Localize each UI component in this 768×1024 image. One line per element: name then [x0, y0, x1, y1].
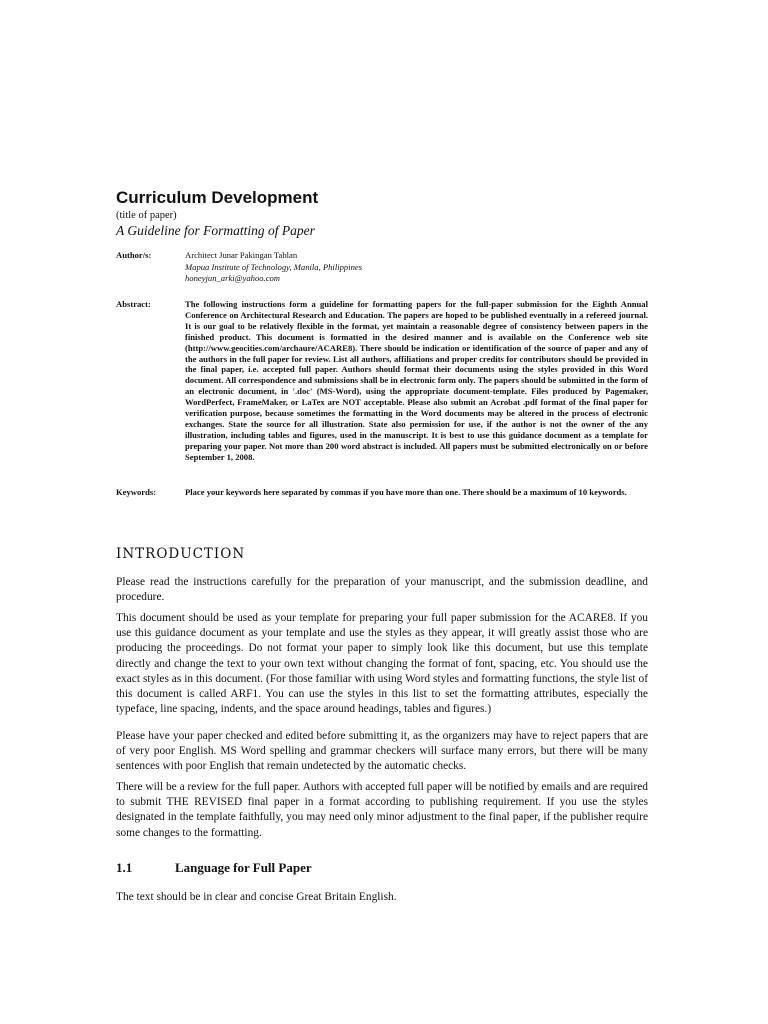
- author-name: Architect Junar Pakingan Tablan: [185, 250, 298, 260]
- keywords-label: Keywords:: [116, 487, 157, 497]
- authors-label: Author/s:: [116, 250, 152, 260]
- title-note: (title of paper): [116, 210, 177, 221]
- intro-paragraph-1: Please read the instructions carefully for the preparation of your manuscript, and the submission deadline, and procedure.: [116, 576, 648, 604]
- paper-subtitle: A Guideline for Formatting of Paper: [116, 223, 315, 238]
- paper-title: Curriculum Development: [116, 188, 319, 207]
- author-affiliation: Mapua Institute of Technology, Manila, Philippines: [185, 261, 363, 272]
- subsection-title: Language for Full Paper: [175, 860, 312, 875]
- author-email[interactable]: honeyjun_arki@yahoo.com: [185, 273, 281, 283]
- introduction-heading: INTRODUCTION: [116, 546, 246, 562]
- intro-paragraph-3: Please have your paper checked and edited before submitting it, as the organizers may have to reject papers that are of very poor English. MS Word spelling and grammar checkers will surface many errors, but there will be many sentences with poor English that remain undetected by the automatic checks.: [116, 730, 648, 773]
- abstract-text: The following instructions form a guideline for formatting papers for the full-paper submission for the Eighth Annual Conference on Architectural Research and Education. The papers are hoped to be published eventually in a refereed journal. It is our goal to be relatively flexible in the format, yet maintain a reasonable degree of consistency between papers in the finished product. This document is formatted in the desired manner and is available on the Conference web site (http://www.geocities.com/archaure/ACARE8). There should be indication or identification of the source of paper and any of the authors in the full paper for review. List all authors, affiliations and proper credits for contributors should be provided in the final paper, i.e. accepted full paper. Authors should format their documents using the styles provided in this Word document. All correspondence and submissions shall be in electronic form only. The papers should be submitted in the form of an electronic document, in '.doc' (MS-Word), using the appropriate document-template. Files produced by Pagemaker, WordPerfect, FrameMaker, or LaTex are NOT acceptable. Please also submit an Acrobat .pdf format of the final paper for verification purpose, because sometimes the formatting in the Word documents may be altered in the process of electronic exchanges. State the source for all illustration. State also permission for use, if the author is not the owner of the any illustration, including tables and figures, used in the manuscript. It is best to use this guidance document as a template for preparing your paper. Not more than 200 word abstract is included. All papers must be submitted electronically on or before September 1, 2008.: [185, 299, 648, 462]
- subsection-number: 1.1: [116, 860, 133, 875]
- intro-paragraph-4: There will be a review for the full paper. Authors with accepted full paper will be notified by emails and are required to submit THE REVISED final paper in a format according to publishing requirement. If you use the styles designated in the template faithfully, you may need only minor adjustment to the final paper, if the publisher require some changes to the formatting.: [116, 781, 648, 839]
- intro-paragraph-2: This document should be used as your template for preparing your full paper submission for the ACARE8. If you use this guidance document as your template and use the styles as they appear, it will greatly assist those who are producing the proceedings. Do not format your paper to simply look like this document, but use this template directly and change the text to your own text without changing the format of font, spacing, etc. You should use the exact styles as in this document. (For those familiar with using Word styles and formatting functions, the style list of this document is called ARF1. You can use the styles in this list to set the formatting attributes, especially the typeface, line spacing, indents, and the space around headings, tables and figures.): [116, 612, 648, 716]
- abstract-label: Abstract:: [116, 299, 151, 309]
- author-block: [185, 250, 362, 285]
- keywords-text: Place your keywords here separated by commas if you have more than one. There should be a maximum of 10 keywords.: [185, 487, 627, 497]
- subsection-paragraph: The text should be in clear and concise Great Britain English.: [116, 891, 397, 903]
